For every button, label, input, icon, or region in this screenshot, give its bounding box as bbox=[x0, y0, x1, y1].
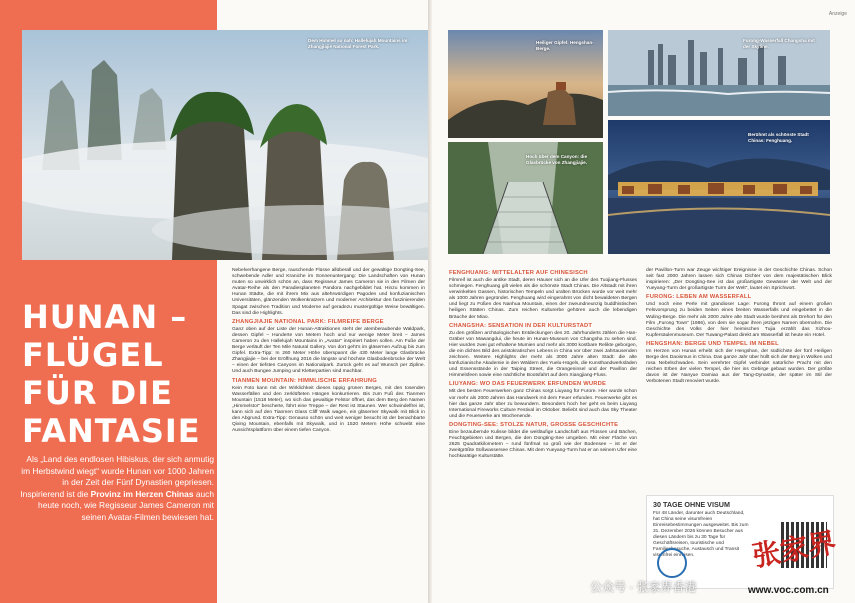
section-heading-furong: FURONG: LEBEN AM WASSERFALL bbox=[646, 294, 752, 301]
section-text-furong: Und noch eine Perle mit grandioser Lage: Furong thront auf einem großen Felsvorsprung zu beiden Seiten eines breiten Wasserfalls und eingebettet in die Wuling-Berge. Die mehr als 2000 Jahre alte Stadt wurde berühmt als Drehort für den Film „Furong Town“ (1986), von dem sie sogar ihren jetzigen Namen übernahm. Die Geschichte des Volks der hier heimischen Tujia erzählt das Xizhou-Kupfersäulenmuseum. Der Tuwang-Palast direkt am Wasserfall ist heute ein Hotel. bbox=[646, 302, 832, 338]
section-heading-liuyang: LIUYANG: WO DAS FEUERWERK ERFUNDEN WURDE bbox=[449, 381, 607, 388]
lead-paragraph bbox=[18, 454, 214, 524]
section-text-yueyang: der Pavillon-Turm war Zeuge wichtiger Ereignisse in der Geschichte Chinas. Schon seit fast 2000 Jahren lassen sich Chinas Dichter von dem majestätischen Blick inspirieren: „Der Dongting-See ist das großartigste Gewässer der Welt und der Yueyang-Turm der großartigste Turm der Welt“, lautet ein Sprichwort. bbox=[646, 268, 832, 292]
article-column-2 bbox=[449, 268, 637, 460]
watermark-chinese: 张家界 bbox=[750, 525, 839, 574]
headline-line-3: FÜR DIE bbox=[22, 374, 173, 412]
section-heading-hengshan: HENGSHAN: BERGE UND TEMPEL IM NEBEL bbox=[646, 340, 779, 347]
section-heading-zhangjiajie: ZHANGJIAJIE NATIONAL PARK: FILMREIFE BERGE bbox=[232, 318, 384, 325]
section-heading-dongting: DONGTING-SEE: STOLZE NATUR, GROSSE GESCHICHTE bbox=[449, 421, 619, 428]
lead-text-bold: Provinz im Herzen Chinas bbox=[90, 488, 194, 499]
hunan-seal-logo bbox=[657, 548, 687, 578]
section-text-dongting: Eine bezaubernde Kulisse bildet die weitläufige Landschaft aus Flüssen und Bächen, Feuchtgebieten und Bergen, die den Dongting-See umgeben. Mit einer Fläche von 2625 Quadratkilometern – rund fünfmal so groß wie der Bodensee – ist er der zweitgrößte Süßwassersee Chinas. Mit dem Yueyang-Turm hat er an seinem Ufer eine hochkarätige Kulturstätte. bbox=[449, 429, 637, 460]
section-text-hengshan: Im Herzen von Hunan erhebt sich der Hengshan, der südlichste der fünf Heiligen Berge des Daoismus in China. Das ganze Jahr über hüllt sich der Berg in Wolken und rosa Nebelschwaden. Sein verehrter Gipfel verbindet natürliche Pracht mit den reichen Erben der vielen Tempel, die hier ins Gebirge gebaut wurden. Der größte davon ist der Nanyue Damiao aus der Tang-Dynastie, der später im Stil der Verbotenen Stadt renoviert wurde. bbox=[646, 348, 832, 385]
photo-fenghuang bbox=[608, 120, 830, 254]
article-column-3 bbox=[646, 268, 832, 386]
hero-photo-mountains bbox=[22, 30, 432, 260]
section-heading-tianmen: TIANMEN MOUNTAIN: HIMMLISCHE ERFAHRUNG bbox=[232, 377, 377, 384]
section-text-changsha: Zu den größten archäologischen Entdeckungen des 20. Jahrhunderts zählen die Han-Gräber von Mawangdui, die heute im Hunan-Museum von Changsha zu sehen sind. Hier wurden zwei gut erhaltene Mumien und mehr als 3000 kostbare Relikte geborgen, die ein dichtes Bild des aristokratischen Lebens in China vor über zwei Jahrtausenden zeichnen. Weitere Highlights der mehr als 3000 Jahre alten Stadt: die alte konfuzianische Akademie in den Wäldern des Yuelu-Hügels, die Kunsthandwerksläden und Essensstände in der Taiping Street, die Orangeninsel und der Pavillon der Himmelsfeen sowie eine nächtliche Bootsfahrt auf dem Xiangjiang-Fluss. bbox=[449, 330, 637, 379]
headline-line-4: FANTASIE bbox=[22, 412, 201, 450]
article-column-1 bbox=[232, 268, 425, 434]
intro-paragraph: Nebelverhangene Berge, rauschende Flüsse allüberall und der gewaltige Dongting-See, schwebende Adler und Kraniche im Sonnenuntergang: Die Landschaften von Hunan muten so unwirklich schön an, dass Regisseur James Cameron sie in den Filmen der Avatar-Reihe als den Paradiesplaneten Pandora nachgebildet hat. Hinzu kommen in Hunan Städte, die mit ihrem Mix aus altehrwürdigen Pagoden und konfuzianischen Universitäten, glänzenden Wolkenkratzern und moderner Architektur den faszinierenden Spagat zwischen Tradition und Moderne auf geradezu mustergültige Weise bewältigen. Das sind die Highlights. bbox=[232, 268, 425, 316]
section-text-liuyang: Mit den besten Feuerwerken ganz Chinas sorgt Liuyang für Furore. Hier wurde schon vor mehr als 2000 Jahren das Handwerk mit dem Feuer erfunden. Feuerwerke gibt es hier das ganze Jahr über zu bewundern. Besonders hoch her geht es beim Liuyang International Fireworks Culture Festival im Oktober. Beliebt sind auch das Sky Theater und die Feuerwerke am Wochenende. bbox=[449, 389, 637, 419]
section-text-zhangjiajie: Ganz oben auf der Liste der Hunan-Attraktionen steht der atemberaubende Waldpark, dessen Gipfel – Hunderte von Metern hoch und nur wenige Meter breit – James Cameron zu den Hallelujah Mountains in „Avatar“ inspiriert haben sollen. Am Fuße der Berge verläuft der Ten Mile Natural Gallery. Von dort geht's im gläsernen Aufzug bis zum Gipfel. Extra-Tipp: In 260 Meter Höhe überspannt die 430 Meter lange Glasbrücke Zhangjiajie – bei der Eröffnung 2016 die längste und höchste Glasbodenbrücke der Welt – einen der tiefsten Canyons im Nationalpark. Zurück geht es auf Wunsch per Zipline. Und auch Bungee Jumping und Kletterpartien sind machbar. bbox=[232, 326, 425, 375]
photo-caption-hengshan: Heiliger Gipfel: Hengshan-Berge. bbox=[536, 40, 594, 51]
photo-changsha-skyline bbox=[608, 30, 830, 116]
visa-text: Für 48 Länder, darunter auch Deutschland, hat China seine visumfreien Einreisebestimmungen ausgeweitet. Bis zum 31. Dezember 2026 können Besucher aus diesen Ländern bis zu 30 Tage für Geschäftsreisen, touristische und Familienbesuche, Austausch und Transit visumfrei einreisen. bbox=[653, 511, 749, 558]
watermark-wechat: 公众号 · 张家界香港 bbox=[590, 580, 697, 594]
lead-text-pre: Als „Land des endlosen Hibiskus, der sich anmutig im Herbstwind wiegt“ wurde Hunan vor 1000 Jahren in der Zeit der Fünf Dynastien gepriesen. Inspirierend ist die bbox=[20, 454, 214, 499]
hero-photo-caption: Dem Himmel so nah: Hallelujah Mountains im Zhangjiajie National Forest Park. bbox=[308, 38, 408, 49]
headline bbox=[22, 298, 212, 450]
photo-caption-glass-bridge: Hoch über dem Canyon: die Glasbrücke von Zhangjiajie. bbox=[526, 154, 588, 165]
section-text-tianmen: Kein Foto kann mit der Wirklichkeit dieses üppig grünen Berges, mit den tosenden Wasserfällen und den zerklüfteten Hängen konkurrieren. Bis zum Fuß des Tianmen Mountain (1518 Meter), wo sich das gewaltige Felstor öffnet, das dem Berg den Namen „Himmelstor“ bescherte, führt eine Treppe – der Rest ist Staunen. Wer schwindelfrei ist, kann sich auf den Tianmen Glass Cliff Walk wagen, ein gläserner Skywalk mit Blick in den Abgrund. Extra-Tipp: Genauso schön und weit weniger besucht ist der benachbarte Qixing Mountain, ebenfalls mit Skywalk, und in 1520 Metern Höhe schwebt eine Aussichtsplattform über einem tiefen Canyon. bbox=[232, 385, 425, 434]
photo-glass-bridge bbox=[448, 142, 603, 254]
headline-line-2: FLÜGEL bbox=[22, 336, 164, 374]
section-text-fenghuang: Filmreif ist auch die antike Stadt, deren Häuser sich an die Ufer des Tuojiang-Flusses schmiegen. Fenghuang gilt vielen als die schönste Stadt Chinas. Die Altstadt mit ihren verwinkelten Gassen, historischen Tempeln und uralten Brücken wurde vor weit mehr als 1000 Jahren gegründet. Fenghuang wird eingerahmt von dicht bewaldeten Bergen und liegt zu Füßen des Nanhua Mountain, eines der zweundneunzig buddhistischen heiligen Stätten Chinas. Zum reichen Kulturerbe gehören auch die lebendigen Bräuche der Miao. bbox=[449, 278, 637, 320]
advertisement-label: Anzeige bbox=[828, 11, 847, 17]
photo-caption-changsha: Furong-Wasserfall Changsha mit der Skyline. bbox=[743, 38, 815, 49]
lead-text-post: auch heute noch, wie Regisseur James Cameron mit seinen Avatar-Filmen bewiesen hat. bbox=[38, 488, 214, 522]
photo-caption-fenghuang: Berühmt als schönste Stadt Chinas: Fenghuang. bbox=[748, 132, 809, 143]
section-heading-changsha: CHANGSHA: SENSATION IN DER KULTURSTADT bbox=[449, 322, 593, 329]
photo-hengshan bbox=[448, 30, 603, 138]
headline-line-1: HUNAN – bbox=[22, 298, 188, 336]
watermark-url: www.voc.com.cn bbox=[748, 585, 829, 596]
visa-title: 30 TAGE OHNE VISUM bbox=[653, 500, 730, 509]
section-heading-fenghuang: FENGHUANG: MITTELALTER AUF CHINESISCH bbox=[449, 270, 588, 276]
